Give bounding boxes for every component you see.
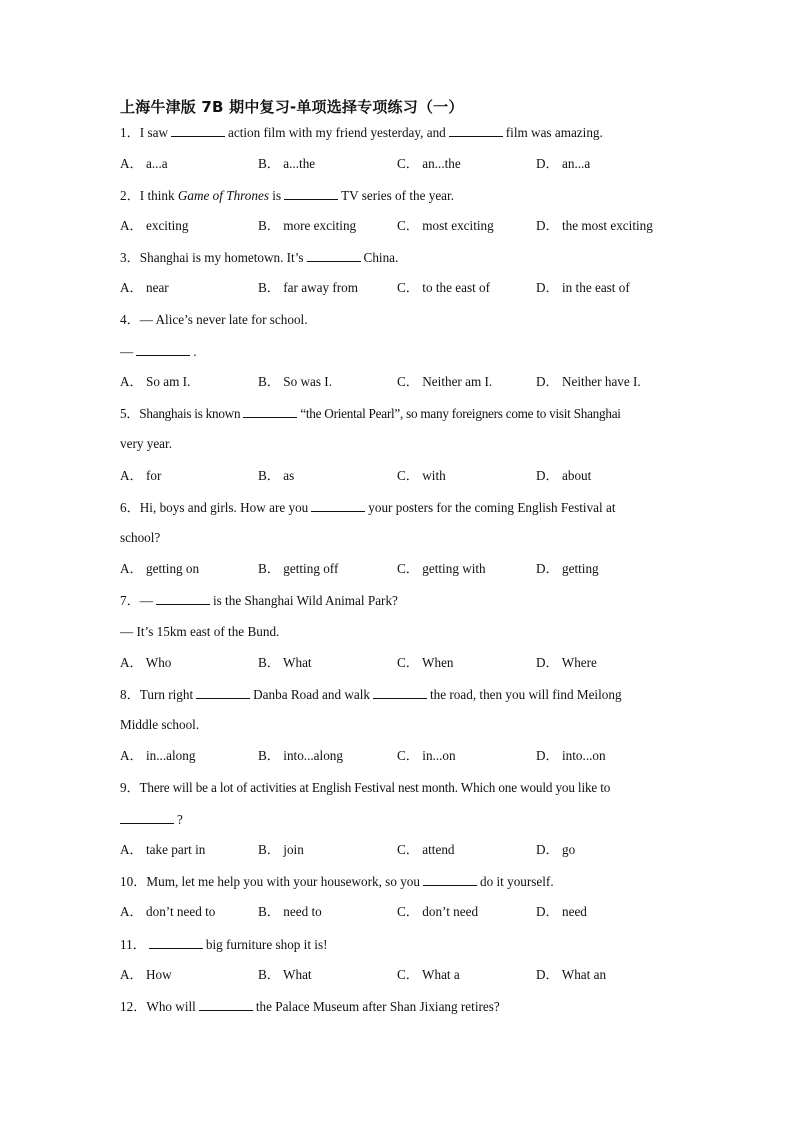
question-7-reply: [120, 623, 279, 641]
question-1: [120, 123, 603, 142]
question-text: is the Shanghai Wild Animal Park?: [212, 593, 398, 608]
question-text: Danba Road and walk: [253, 687, 370, 702]
question-text: I saw: [139, 125, 168, 140]
question-10: [120, 872, 554, 891]
question-number: 6．: [120, 500, 140, 515]
option-d[interactable]: D． go: [536, 842, 576, 857]
question-text: Turn right: [139, 687, 194, 702]
question-7: [120, 591, 398, 610]
answer-blank[interactable]: [243, 404, 297, 418]
answer-blank[interactable]: [171, 123, 225, 137]
option-a[interactable]: A． exciting: [120, 218, 189, 233]
option-b[interactable]: B． join: [258, 842, 304, 857]
question-text: very year.: [120, 436, 172, 451]
question-text: do it yourself.: [480, 874, 554, 889]
question-3: [120, 248, 398, 267]
question-number: 3．: [120, 250, 140, 265]
option-d[interactable]: D． about: [536, 468, 592, 483]
question-8-cont: [120, 716, 199, 734]
answer-blank[interactable]: [149, 935, 203, 949]
option-b[interactable]: B． So was I.: [258, 374, 332, 389]
option-a[interactable]: A． How: [120, 967, 172, 982]
option-a[interactable]: A． take part in: [120, 842, 206, 857]
question-text: the Palace Museum after Shan Jixiang retires?: [255, 999, 500, 1014]
option-d[interactable]: D． into...on: [536, 748, 606, 763]
question-text: your posters for the coming English Festival at: [368, 500, 616, 515]
option-c[interactable]: C． What a: [397, 967, 460, 982]
option-b[interactable]: B． into...along: [258, 748, 343, 763]
question-number: 2．: [120, 188, 140, 203]
question-text: There will be a lot of activities at English Festival nest month. Which one would you like to: [139, 780, 611, 795]
option-d[interactable]: D． Neither have I.: [536, 374, 641, 389]
option-c[interactable]: C． most exciting: [397, 218, 494, 233]
question-6-cont: [120, 529, 160, 547]
option-a[interactable]: A． So am I.: [120, 374, 191, 389]
option-c[interactable]: C． in...on: [397, 748, 456, 763]
question-number: 12．: [120, 999, 147, 1014]
page-title: 上海牛津版 7B 期中复习-单项选择专项练习（一）: [120, 98, 464, 116]
question-12: [120, 997, 500, 1016]
answer-blank[interactable]: [199, 997, 253, 1011]
option-b[interactable]: B． getting off: [258, 561, 339, 576]
question-text: Middle school.: [120, 717, 200, 732]
answer-blank[interactable]: [156, 591, 210, 605]
question-5-cont: [120, 435, 172, 453]
option-c[interactable]: C． Neither am I.: [397, 374, 493, 389]
answer-blank[interactable]: [307, 248, 361, 262]
question-text: “the Oriental Pearl”, so many foreigners come to visit Shanghai: [300, 406, 621, 421]
option-d[interactable]: D． need: [536, 904, 587, 919]
question-text: Shanghai is my hometown. It’s: [139, 250, 304, 265]
option-b[interactable]: B． need to: [258, 904, 322, 919]
option-c[interactable]: C． with: [397, 468, 446, 483]
option-d[interactable]: D． the most exciting: [536, 218, 653, 233]
question-text: — Alice’s never late for school.: [139, 312, 308, 327]
question-text: — It’s 15km east of the Bund.: [120, 624, 280, 639]
option-c[interactable]: C． an...the: [397, 156, 461, 171]
question-text: I think: [139, 188, 175, 203]
option-d[interactable]: D． an...a: [536, 156, 591, 171]
answer-blank[interactable]: [311, 498, 365, 512]
option-a[interactable]: A． Who: [120, 655, 172, 670]
question-number: 11．: [120, 937, 146, 952]
question-text: Mum, let me help you with your housework, so you: [146, 874, 420, 889]
question-text: Who will: [146, 999, 196, 1014]
question-text: ?: [177, 812, 183, 827]
question-italic-title: Game of Thrones: [177, 188, 269, 203]
option-a[interactable]: A． a...a: [120, 156, 168, 171]
option-b[interactable]: B． What: [258, 967, 312, 982]
question-text: —: [120, 344, 134, 359]
question-text: action film with my friend yesterday, and: [227, 125, 446, 140]
option-d[interactable]: D． What an: [536, 967, 607, 982]
option-a[interactable]: A． in...along: [120, 748, 196, 763]
question-text: Shanghais is known: [139, 406, 241, 421]
question-4-reply: [120, 342, 196, 361]
question-text: Hi, boys and girls. How are you: [139, 500, 309, 515]
question-text: big furniture shop it is!: [205, 937, 328, 952]
answer-blank[interactable]: [136, 342, 190, 356]
question-number: 5．: [120, 406, 140, 421]
option-c[interactable]: C． attend: [397, 842, 455, 857]
option-c[interactable]: C． to the east of: [397, 280, 491, 295]
question-9-cont: [120, 810, 183, 829]
option-c[interactable]: C． don’t need: [397, 904, 479, 919]
option-c[interactable]: C． getting with: [397, 561, 486, 576]
option-b[interactable]: B． a...the: [258, 156, 316, 171]
question-5: [120, 404, 621, 423]
question-text: the road, then you will find Meilong: [429, 687, 622, 702]
option-a[interactable]: A． getting on: [120, 561, 200, 576]
option-b[interactable]: B． What: [258, 655, 312, 670]
question-number: 9．: [120, 780, 140, 795]
question-text: is: [272, 188, 282, 203]
answer-blank[interactable]: [284, 186, 338, 200]
question-text: —: [139, 593, 153, 608]
answer-blank[interactable]: [196, 685, 250, 699]
option-a[interactable]: A． near: [120, 280, 169, 295]
question-4: [120, 311, 308, 329]
question-text: China.: [363, 250, 399, 265]
answer-blank[interactable]: [423, 872, 477, 886]
answer-blank[interactable]: [120, 810, 174, 824]
question-9: [120, 779, 610, 797]
option-b[interactable]: B． far away from: [258, 280, 358, 295]
question-6: [120, 498, 616, 517]
question-text: TV series of the year.: [341, 188, 454, 203]
question-number: 4．: [120, 312, 140, 327]
option-a[interactable]: A． for: [120, 468, 162, 483]
question-number: 7．: [120, 593, 140, 608]
question-8: [120, 685, 622, 704]
question-11: [120, 935, 328, 954]
question-2: [120, 186, 454, 205]
option-a[interactable]: A． don’t need to: [120, 904, 216, 919]
answer-blank[interactable]: [449, 123, 503, 137]
answer-blank[interactable]: [373, 685, 427, 699]
question-number: 1．: [120, 125, 140, 140]
question-text: .: [193, 344, 197, 359]
option-c[interactable]: C． When: [397, 655, 454, 670]
question-number: 10．: [120, 874, 147, 889]
option-b[interactable]: B． as: [258, 468, 295, 483]
option-d[interactable]: D． Where: [536, 655, 597, 670]
question-number: 8．: [120, 687, 140, 702]
option-b[interactable]: B． more exciting: [258, 218, 357, 233]
option-d[interactable]: D． in the east of: [536, 280, 630, 295]
option-d[interactable]: D． getting: [536, 561, 599, 576]
question-text: film was amazing.: [505, 125, 603, 140]
question-text: school?: [120, 530, 161, 545]
